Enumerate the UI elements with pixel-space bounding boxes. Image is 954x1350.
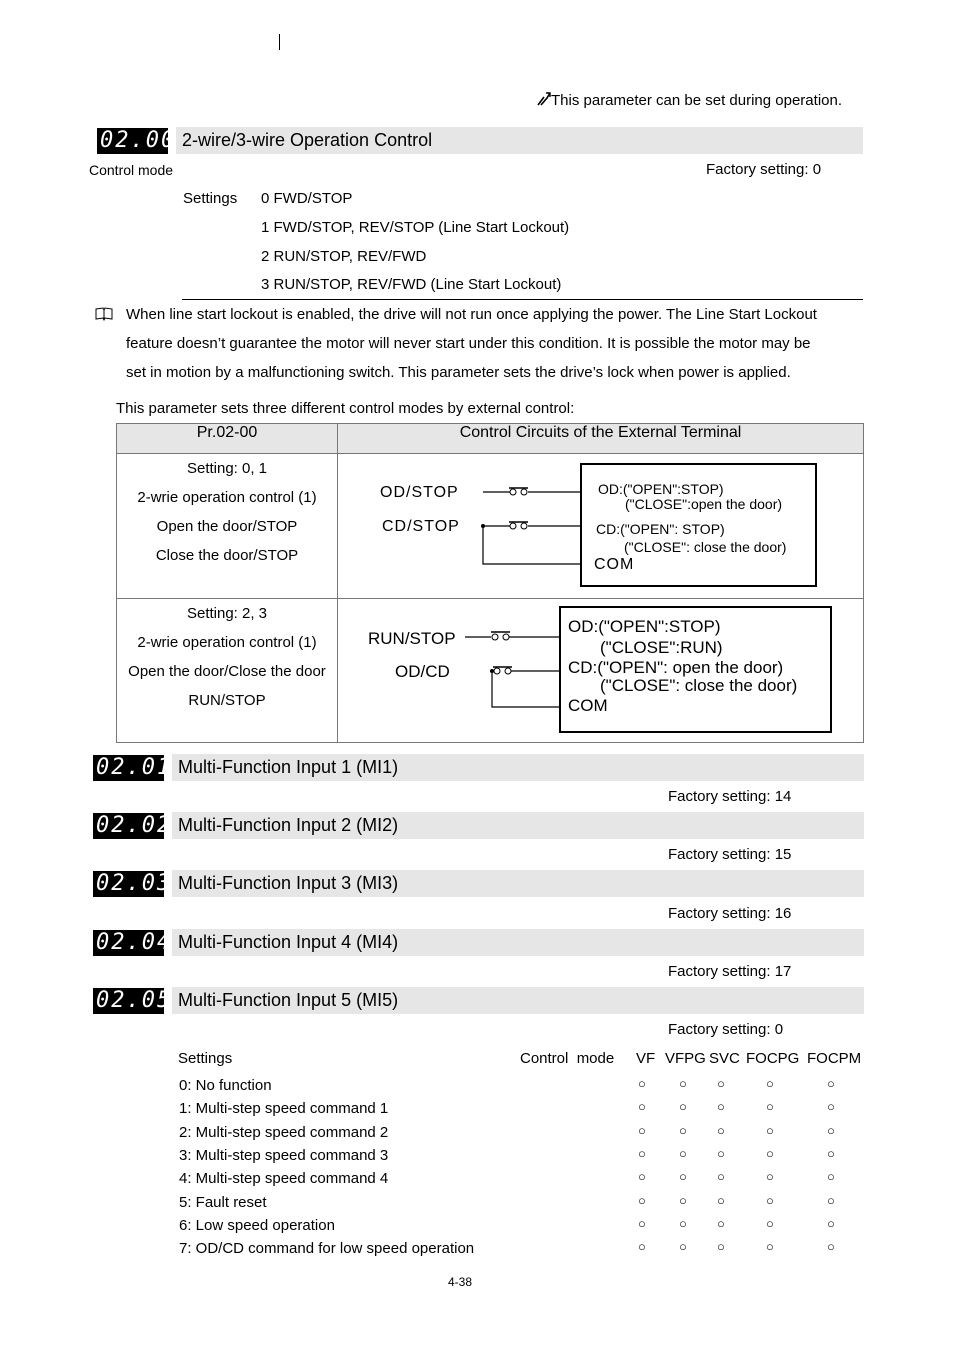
support-mark-focpg: ○	[766, 1215, 774, 1231]
setting-option: 3 RUN/STOP, REV/FWD (Line Start Lockout)	[261, 276, 562, 293]
support-mark-vf: ○	[638, 1076, 646, 1091]
support-mark-vf: ○	[638, 1215, 646, 1231]
support-mark-vfpg: ○	[679, 1145, 687, 1161]
circuit-cell	[338, 599, 864, 743]
setting-row-label: 0: No function	[179, 1077, 272, 1094]
control-circuit-table	[116, 423, 864, 743]
setting-cell: Setting: 2, 3 2-wrie operation control (1) Open the door/Close the door RUN/STOP	[117, 599, 338, 743]
support-mark-vfpg: ○	[679, 1215, 687, 1231]
factory-setting: Factory setting: 16	[668, 905, 792, 922]
param-title: 2-wire/3-wire Operation Control	[182, 130, 433, 150]
support-mark-focpg: ○	[766, 1076, 774, 1091]
param-title: Multi-Function Input 2 (MI2)	[178, 815, 399, 835]
factory-setting: Factory setting: 0	[668, 1021, 784, 1038]
param-code-display: 02.02	[93, 813, 164, 839]
control-mode-header: Control mode	[520, 1050, 615, 1067]
support-mark-svc: ○	[717, 1169, 725, 1185]
support-mark-focpg: ○	[766, 1145, 774, 1161]
support-mark-vfpg: ○	[679, 1239, 687, 1255]
setting-row-label: 6: Low speed operation	[179, 1216, 335, 1234]
support-mark-focpg: ○	[766, 1169, 774, 1185]
support-mark-focpg: ○	[766, 1239, 774, 1255]
book-icon	[95, 307, 113, 325]
param-code-display: 02.00	[97, 128, 168, 154]
param-code-display: 02.04	[93, 930, 164, 956]
setting-row-label: 3: Multi-step speed command 3	[179, 1146, 389, 1164]
support-mark-focpg: ○	[766, 1122, 774, 1138]
support-mark-focpg: ○	[766, 1192, 774, 1208]
support-mark-vf: ○	[638, 1239, 646, 1255]
param-title-bar	[172, 754, 864, 781]
support-mark-focpg: ○	[766, 1099, 774, 1115]
factory-setting: Factory setting: 14	[668, 788, 792, 805]
edit-during-operation-icon	[537, 92, 551, 110]
support-mark-focpm: ○	[827, 1169, 835, 1185]
support-mark-focpm: ○	[827, 1076, 835, 1091]
table-header-pr: Pr.02-00	[117, 424, 338, 454]
setting-row-label: 5: Fault reset	[179, 1193, 267, 1211]
support-mark-vfpg: ○	[679, 1076, 687, 1091]
settings-label: Settings	[183, 190, 238, 207]
param-title-bar	[176, 127, 863, 154]
support-mark-focpm: ○	[827, 1215, 835, 1231]
circuit-description-box: OD:("OPEN":STOP) ("CLOSE":RUN) CD:("OPEN": open the door) ("CLOSE": close the door) COM	[559, 606, 832, 733]
intro-text: This parameter sets three different control modes by external control:	[116, 400, 575, 417]
factory-setting: Factory setting: 15	[668, 846, 792, 863]
terminal-label: OD/STOP	[380, 484, 459, 501]
setting-row-label: 4: Multi-step speed command 4	[179, 1170, 389, 1188]
wiring-diagram	[464, 627, 562, 715]
circuit-cell	[338, 454, 864, 599]
support-mark-svc: ○	[717, 1215, 725, 1231]
support-mark-svc: ○	[717, 1192, 725, 1208]
support-mark-focpm: ○	[827, 1099, 835, 1115]
setting-row-label: 2: Multi-step speed command 2	[179, 1123, 389, 1141]
support-mark-vfpg: ○	[679, 1122, 687, 1138]
col-header-svc: SVC	[709, 1050, 740, 1067]
support-mark-svc: ○	[717, 1122, 725, 1138]
param-title: Multi-Function Input 5 (MI5)	[178, 990, 399, 1010]
circuit-description-box: OD:("OPEN":STOP) ("CLOSE":open the door) CD:("OPEN": STOP) ("CLOSE": close the door) COM	[580, 463, 817, 587]
support-mark-vfpg: ○	[679, 1099, 687, 1115]
control-mode-label: Control mode	[89, 162, 174, 178]
param-title-bar	[172, 870, 864, 897]
edit-during-operation-note: This parameter can be set during operation.	[537, 92, 842, 110]
setting-cell: Setting: 0, 1 2-wrie operation control (1) Open the door/STOP Close the door/STOP	[117, 454, 338, 599]
support-mark-vf: ○	[638, 1145, 646, 1161]
col-header-focpg: FOCPG	[746, 1050, 800, 1067]
param-title-bar	[172, 987, 864, 1014]
support-mark-vf: ○	[638, 1099, 646, 1115]
note-line: When line start lockout is enabled, the drive will not run once applying the power. The Line Start Lockout	[126, 306, 817, 323]
param-code-display: 02.05	[93, 988, 164, 1014]
param-title: Multi-Function Input 4 (MI4)	[178, 932, 399, 952]
col-header-focpm: FOCPM	[807, 1050, 862, 1067]
support-mark-svc: ○	[717, 1099, 725, 1115]
col-header-vfpg: VFPG	[665, 1050, 706, 1067]
support-mark-svc: ○	[717, 1076, 725, 1091]
terminal-label: RUN/STOP	[368, 629, 456, 648]
param-title-bar	[172, 929, 864, 956]
note-line: set in motion by a malfunctioning switch. This parameter sets the drive’s lock when power is applied.	[126, 364, 791, 381]
header-divider	[279, 34, 280, 50]
param-title: Multi-Function Input 1 (MI1)	[178, 757, 399, 777]
param-code-display: 02.01	[93, 755, 164, 781]
support-mark-vf: ○	[638, 1169, 646, 1185]
terminal-label: CD/STOP	[382, 518, 460, 535]
page-number: 4-38	[448, 1275, 473, 1289]
support-mark-focpm: ○	[827, 1122, 835, 1138]
param-code-display: 02.03	[93, 871, 164, 897]
setting-row-label: 7: OD/CD command for low speed operation	[179, 1240, 475, 1258]
param-title-bar	[172, 812, 864, 839]
setting-row-label: 1: Multi-step speed command 1	[179, 1100, 389, 1118]
support-mark-vf: ○	[638, 1192, 646, 1208]
support-mark-focpm: ○	[827, 1239, 835, 1255]
factory-setting: Factory setting: 17	[668, 963, 792, 980]
settings-label: Settings	[178, 1050, 233, 1067]
table-header-circuit: Control Circuits of the External Terminal	[338, 424, 864, 454]
setting-option: 0 FWD/STOP	[261, 190, 353, 207]
note-line: feature doesn’t guarantee the motor will never start under this condition. It is possible the motor may be	[126, 335, 811, 352]
support-mark-focpm: ○	[827, 1145, 835, 1161]
support-mark-svc: ○	[717, 1239, 725, 1255]
support-mark-svc: ○	[717, 1145, 725, 1161]
setting-option: 2 RUN/STOP, REV/FWD	[261, 248, 427, 265]
support-mark-vf: ○	[638, 1122, 646, 1138]
col-header-vf: VF	[636, 1050, 656, 1067]
terminal-label: OD/CD	[395, 662, 450, 681]
param-title: Multi-Function Input 3 (MI3)	[178, 873, 399, 893]
support-mark-vfpg: ○	[679, 1192, 687, 1208]
factory-setting: Factory setting: 0	[706, 161, 822, 178]
setting-option: 1 FWD/STOP, REV/STOP (Line Start Lockout)	[261, 219, 570, 236]
support-mark-focpm: ○	[827, 1192, 835, 1208]
support-mark-vfpg: ○	[679, 1169, 687, 1185]
divider	[182, 299, 863, 300]
wiring-diagram	[478, 484, 583, 574]
